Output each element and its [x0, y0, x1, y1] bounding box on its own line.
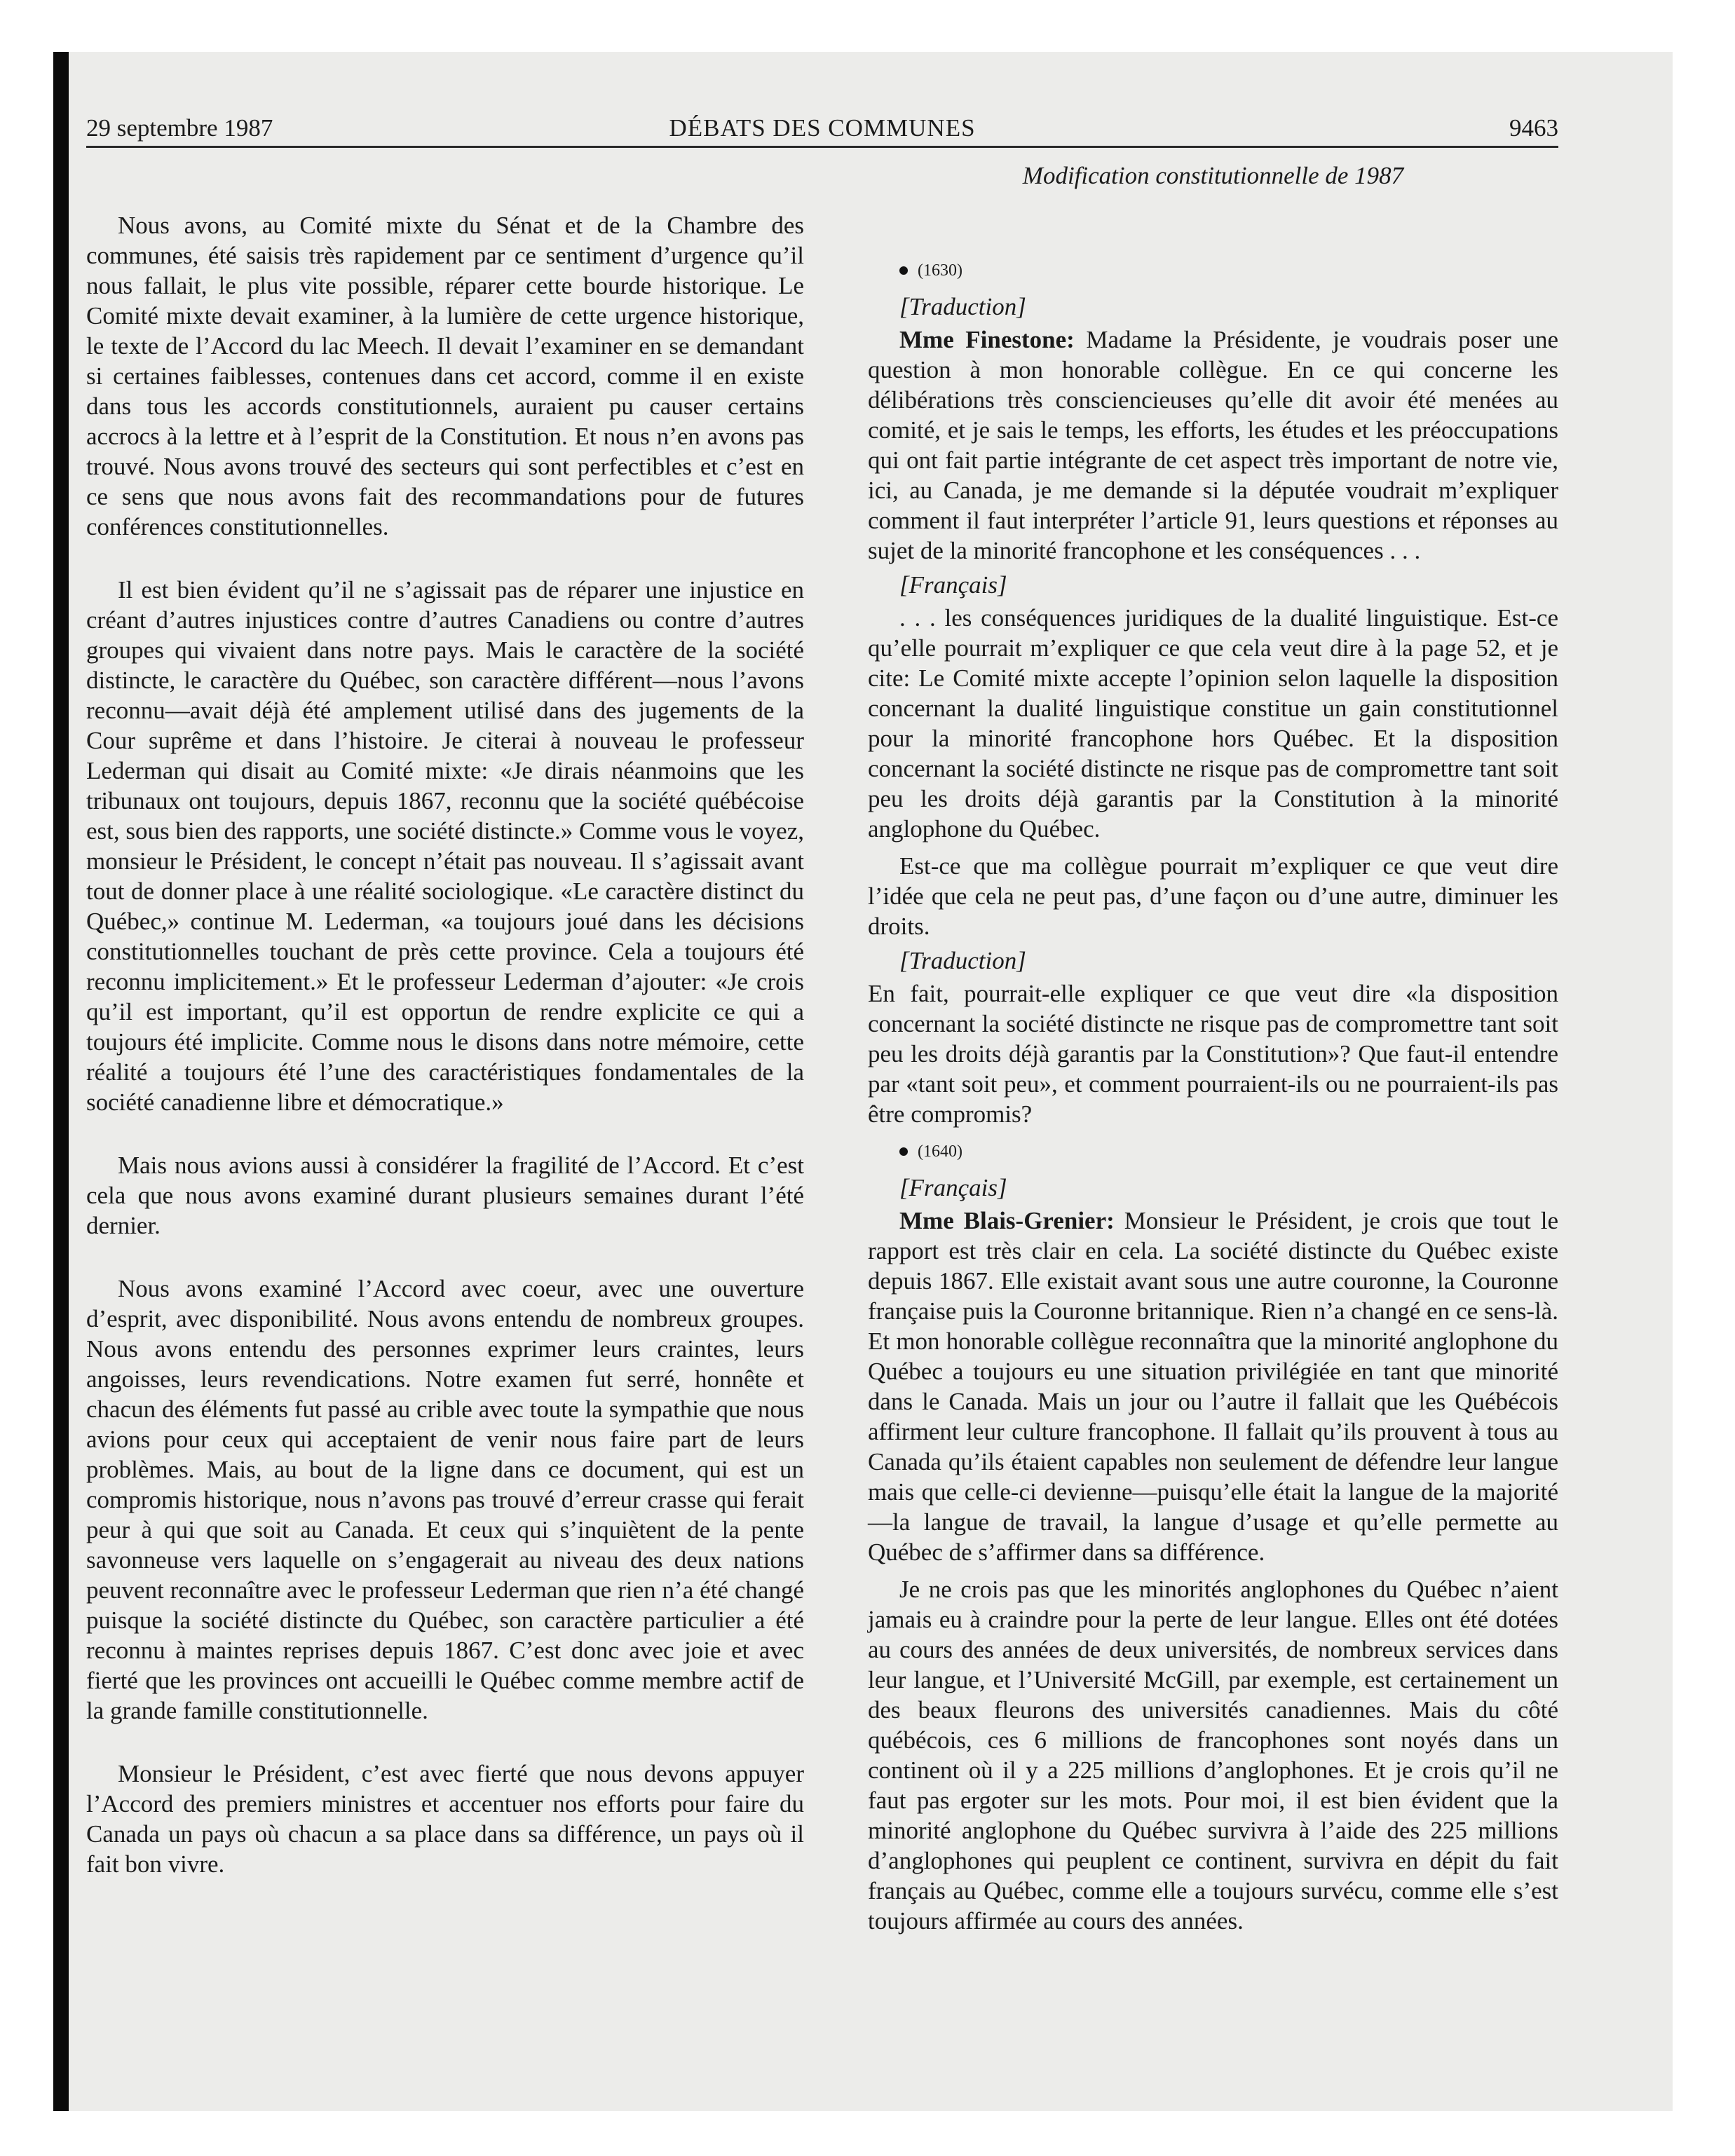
header-title: DÉBATS DES COMMUNES	[669, 114, 976, 142]
language-tag-francais-2: [Français]	[899, 1174, 1007, 1201]
blais-grenier-speech: Mme Blais-Grenier: Monsieur le Président, je crois que tout le rapport est très clair en cela. La société distincte du Québec existe depuis 1867. Elle existait avant sous une autre couronne, la Couronne française puis la Couronne britannique. Rien n’a changé en ce sens-là. Et mon honorable collègue reconnaîtra que la minorité anglophone du Québec a toujours eu une situation privilégiée en tant que minorité dans le Canada. Mais un jour ou l’autre il fallait que les Québécois affirment leur culture francophone. Il fallait qu’ils prouvent à tous au Canada qu’ils étaient capables non seulement de défendre leur langue mais que celle-ci devienne—puisqu’elle était la langue de la majorité—la langue de travail, la langue d’usage et qu’elle permette au Québec de s’affirmer dans sa différence.	[868, 1207, 1558, 1566]
bullet-icon	[899, 266, 908, 275]
left-column	[86, 210, 804, 1879]
finestone-question: Est-ce que ma collègue pourrait m’expliquer ce que veut dire l’idée que cela ne peut pas, d’une façon ou d’une autre, diminuer les droits.	[868, 852, 1558, 940]
language-tag-traduction: [Traduction]	[899, 293, 1026, 320]
left-paragraph-2: Il est bien évident qu’il ne s’agissait pas de réparer une injustice en créant d’autres injustices contre d’autres Canadiens ou contre d’autres groupes qui vivaient dans notre pays. Mais le caractère de la société distincte, le caractère du Québec, son caractère différent—nous l’avons reconnu—avait déjà été amplement utilisé dans des jugements de la Cour suprême et dans l’histoire. Je citerai à nouveau le professeur Lederman qui disait au Comité mixte: «Je dirais néanmoins que les tribunaux ont toujours, depuis 1867, reconnu que la société québécoise est, sous bien des rapports, une société distincte.» Comme vous le voyez, monsieur le Président, le concept n’était pas nouveau. Il s’agissait avant tout de donner place à une réalité sociologique. «Le caractère distinct du Québec,» continue M. Lederman, «a toujours joué dans les décisions constitutionnelles touchant de près cette province. Cela a toujours été reconnu implicitement.» Et le professeur Lederman d’ajouter: «Je crois qu’il est important, qu’il est opportun de rendre explicite ce qui a toujours été implicite. Comme nous le disons dans notre mémoire, cette réalité a toujours été l’une des caractéristiques fondamentales de la société canadienne libre et démocratique.»	[86, 576, 804, 1116]
blais-grenier-speech-continued: Je ne crois pas que les minorités anglophones du Québec n’aient jamais eu à craindre pour la perte de leur langue. Elles ont été dotées au cours des années de deux universités, de nombreux services dans leur langue, et l’Université McGill, par exemple, est certainement un des beaux fleurons des universités canadiennes. Mais du côté québécois, ces 6 millions de francophones sont noyés dans un continent où il y a 225 millions d’anglophones. Et je crois qu’il ne faut pas ergoter sur les mots. Pour moi, il est bien évident que la minorité anglophone du Québec survivra à l’aide des 225 millions d’anglophones qui peuplent ce continent, survivra en dépit du fait français au Québec, comme elle a toujours survécu, comme elle s’est toujours affirmée au cours des années.	[868, 1576, 1558, 1935]
finestone-speech-continued: . . . les conséquences juridiques de la dualité linguistique. Est-ce qu’elle pourrait m’expliquer ce que cela veut dire à la page 52, et je cite: Le Comité mixte accepte l’opinion selon laquelle la disposition concernant la dualité linguistique constitue un gain constitutionnel pour la minorité francophone hors Québec. Et la disposition concernant la société distincte ne risque pas de compromettre tant soit peu les droits déjà garantis par la Constitution à la minorité anglophone du Québec.	[868, 604, 1558, 842]
left-paragraph-3: Mais nous avions aussi à considérer la fragilité de l’Accord. Et c’est cela que nous avons examiné durant plusieurs semaines durant l’été dernier.	[86, 1152, 804, 1239]
finestone-speech: Mme Finestone: Madame la Présidente, je voudrais poser une question à mon honorable collègue. En ce qui concerne les délibérations très consciencieuses qu’elle dit avoir été menées au comité, et je sais le temps, les efforts, les études et les préoccupations qui ont fait partie intégrante de cet aspect très important de notre vie, ici, au Canada, je me demande si la députée voudrait m’expliquer comment il faut interpréter l’article 91, leurs questions et réponses au sujet de la minorité francophone et les conséquences . . .	[868, 326, 1559, 564]
speaker-name: Mme Finestone:	[899, 326, 1075, 353]
header-page-number: 9463	[1509, 114, 1558, 142]
time-marker-1640: (1640)	[868, 1138, 1558, 1166]
header-rule	[86, 146, 1558, 148]
header-date: 29 septembre 1987	[86, 114, 273, 142]
bullet-icon	[899, 1147, 908, 1156]
left-paragraph-1: Nous avons, au Comité mixte du Sénat et de la Chambre des communes, été saisis très rapidement par ce sentiment d’urgence qu’il nous fallait, le plus vite possible, réparer cette bourde historique. Le Comité mixte devait examiner, à la lumière de cette urgence historique, le texte de l’Accord du lac Meech. Il devait l’examiner en se demandant si certaines faiblesses, contenues dans cet accord, comme il en existe dans tous les accords constitutionnels, auraient pu causer certains accrocs à la lettre et à l’esprit de la Constitution. Et nous n’en avons pas trouvé. Nous avons trouvé des secteurs qui sont perfectibles et c’est en ce sens que nous avons fait des recommandations pour de futures conférences constitutionnelles.	[86, 212, 804, 540]
right-column	[868, 193, 1558, 1936]
language-tag-francais: [Français]	[899, 571, 1007, 599]
speaker-name: Mme Blais-Grenier:	[899, 1207, 1115, 1234]
time-marker-1630: (1630)	[868, 257, 1558, 285]
running-head: Modification constitutionnelle de 1987	[1022, 162, 1404, 189]
left-paragraph-4: Nous avons examiné l’Accord avec coeur, avec une ouverture d’esprit, avec disponibilité. Nous avons entendu de nombreux groupes. Nous avons entendu des personnes exprimer leurs craintes, leurs angoisses, leurs revendications. Notre examen fut serré, honnête et chacun des éléments fut passé au crible avec toute la sympathie que nous avions pour ceux qui acceptaient de venir nous faire part de leurs problèmes. Mais, au bout de la ligne dans ce document, qui est un compromis historique, nous n’avons pas trouvé d’erreur crasse qui ferait peur à qui que soit au Canada. Et ceux qui s’inquiètent de la pente savonneuse vers laquelle on s’engagerait au niveau des deux nations peuvent reconnaître avec le professeur Lederman que rien n’a été changé puisque la société distincte du Québec, son caractère particulier a été reconnu à maintes reprises depuis 1867. C’est donc avec joie et avec fierté que les provinces ont accueilli le Québec comme membre actif de la grande famille constitutionnelle.	[86, 1275, 804, 1724]
scan-edge-bar	[53, 52, 69, 2111]
finestone-question-translation: En fait, pourrait-elle expliquer ce que veut dire «la disposition concernant la société distincte ne risque pas de compromettre tant soit peu les droits déjà garantis par la Constitution»? Que faut-il entendre par «tant soit peu», et comment pourraient-ils ou ne pourraient-ils pas être compromis?	[868, 980, 1558, 1128]
left-paragraph-5: Monsieur le Président, c’est avec fierté que nous devons appuyer l’Accord des premiers ministres et accentuer nos efforts pour faire du Canada un pays où chacun a sa place dans sa différence, un pays où il fait bon vivre.	[86, 1760, 804, 1878]
language-tag-traduction-2: [Traduction]	[899, 947, 1026, 974]
page-header	[86, 111, 1558, 146]
